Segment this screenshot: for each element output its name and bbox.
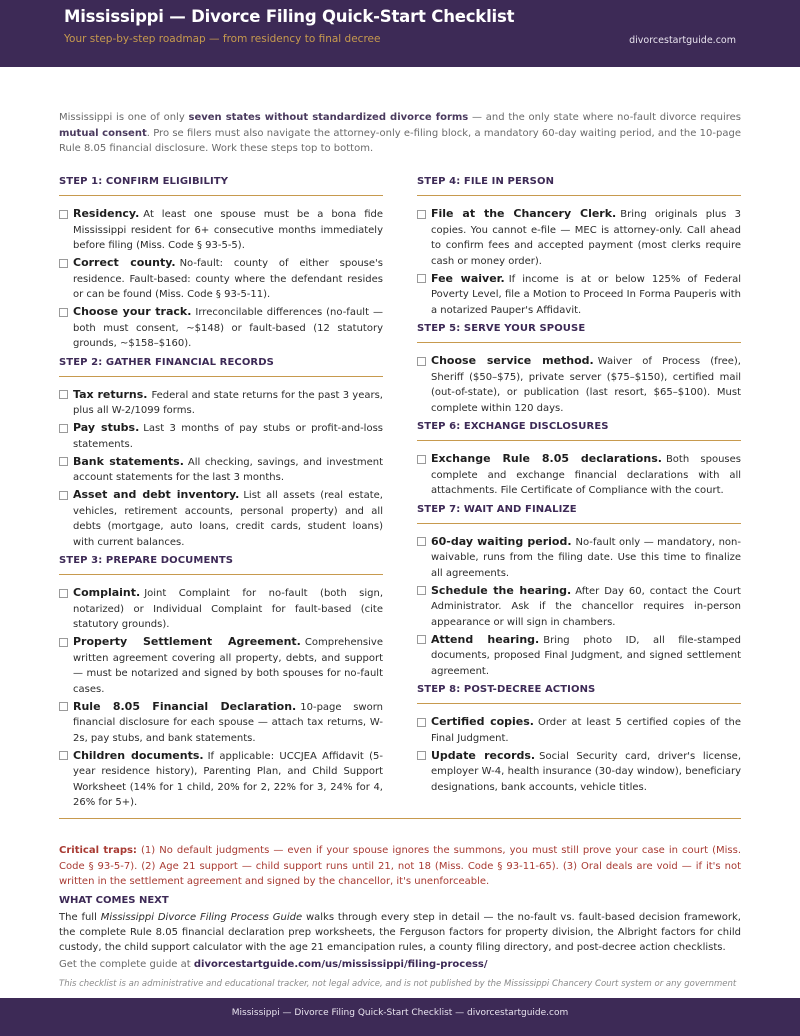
checkbox[interactable] xyxy=(59,390,68,399)
item-label: Residency. xyxy=(73,207,140,220)
step-4-section xyxy=(417,176,741,318)
item-text: Irreconcilable differences (no-fault — both must consent, ~$148) or fault-based (12 statutory grounds, ~$158–$160). xyxy=(73,307,383,349)
item-text: No-fault only — mandatory, non-waivable, runs from the filing date. Use this time to finalize all agreements. xyxy=(431,536,741,579)
item-label: Asset and debt inventory. xyxy=(73,488,240,501)
checkbox[interactable] xyxy=(417,455,426,464)
intro-text: Mississippi is one of only xyxy=(59,112,189,123)
traps-text: (1) No default judgments — even if your spouse ignores the summons, you must still prove your case in court (Miss. Code § 93-5-7). (2) Age 21 support — child support runs until 21, not 18 (Miss. Code § 93-11-65). (3) Oral deals are void — if it's not written in the settlement agreement and signed by the chancellor, it's unenforceable. xyxy=(59,845,741,887)
disclaimer: This checklist is an administrative and educational tracker, not legal advice, and is not published by the Mississippi Chancery Court system or any government xyxy=(59,979,737,989)
checkbox[interactable] xyxy=(417,586,426,595)
checkbox[interactable] xyxy=(59,638,68,647)
item-label: Tax returns. xyxy=(73,387,148,401)
step-heading: STEP 7: WAIT AND FINALIZE xyxy=(417,504,741,524)
item-label: Choose your track. xyxy=(73,305,192,318)
intro-text: . Pro se filers must also navigate the attorney-only e-filing block, a mandatory 60-day waiting period, and the 10-page Rule 8.05 financial disclosure. Work these steps top to bottom. xyxy=(59,127,741,154)
step-heading: STEP 1: CONFIRM ELIGIBILITY xyxy=(59,176,383,196)
checklist-item[interactable] xyxy=(59,634,383,697)
item-text: No-fault: county of either spouse's residence. Fault-based: county where the defendant resides or can be found (Miss. Code § 93-5-11). xyxy=(73,258,383,300)
item-label: Bank statements. xyxy=(73,454,184,468)
item-label: Rule 8.05 Financial Declaration. xyxy=(73,699,297,713)
checkbox[interactable] xyxy=(417,718,426,727)
footer-text: Mississippi — Divorce Filing Quick-Start Checklist — divorcestartguide.com xyxy=(231,1008,569,1018)
item-label: Correct county. xyxy=(73,256,176,269)
what-comes-next-text xyxy=(59,910,741,955)
item-text: List all assets (real estate, vehicles, retirement accounts, personal property) and all debts (mortgage, auto loans, credit cards, student loans) with current balances. xyxy=(73,490,383,548)
step-3-section xyxy=(59,555,383,811)
item-text: Order at least 5 certified copies of the Final Judgment. xyxy=(431,717,741,744)
step-heading: STEP 2: GATHER FINANCIAL RECORDS xyxy=(59,357,383,377)
item-label: Exchange Rule 8.05 declarations. xyxy=(431,452,662,465)
what-comes-next-heading: WHAT COMES NEXT xyxy=(59,895,169,906)
checklist-item[interactable] xyxy=(417,271,741,319)
checkbox[interactable] xyxy=(417,274,426,283)
checkbox[interactable] xyxy=(59,259,68,268)
next-text: The full xyxy=(59,912,101,923)
checklist-item[interactable] xyxy=(59,454,383,486)
item-text: Joint Complaint for no-fault (both sign, notarized) or Individual Complaint for fault-based (cite statutory grounds). xyxy=(73,588,383,630)
checkbox[interactable] xyxy=(417,751,426,760)
item-label: Attend hearing. xyxy=(431,632,540,646)
item-label: Pay stubs. xyxy=(73,421,140,434)
guide-cta xyxy=(59,959,488,970)
item-text: If income is at or below 125% of Federal Poverty Level, file a Motion to Proceed In Forma Pauperis with a notarized Pauper's Affidavit. xyxy=(431,273,741,316)
cta-text: Get the complete guide at xyxy=(59,959,194,970)
checkbox[interactable] xyxy=(417,537,426,546)
item-text: All checking, savings, and investment account statements for the last 3 months. xyxy=(73,456,383,483)
site-name: divorcestartguide.com xyxy=(629,35,736,46)
checklist-item[interactable] xyxy=(59,387,383,419)
checklist-item[interactable] xyxy=(59,748,383,811)
checkbox[interactable] xyxy=(417,210,426,219)
item-label: 60-day waiting period. xyxy=(431,534,572,548)
item-label: Choose service method. xyxy=(431,354,594,367)
checklist-item[interactable] xyxy=(417,534,741,582)
section-divider xyxy=(59,818,741,819)
item-label: File at the Chancery Clerk. xyxy=(431,207,617,220)
checklist-item[interactable] xyxy=(417,353,741,416)
item-text: Federal and state returns for the past 3 years, plus all W-2/1099 forms. xyxy=(73,389,383,416)
step-5-section xyxy=(417,323,741,416)
critical-traps xyxy=(59,843,741,890)
right-column xyxy=(417,176,741,800)
item-text: Both spouses complete and exchange financial declarations with all attachments. File Certificate of Compliance with the court. xyxy=(431,454,741,496)
checklist-item[interactable] xyxy=(59,585,383,633)
step-8-section xyxy=(417,684,741,795)
checklist-item[interactable] xyxy=(59,304,383,352)
page-subtitle: Your step-by-step roadmap — from residency to final decree xyxy=(64,33,381,45)
intro-paragraph xyxy=(59,110,741,157)
item-text: At least one spouse must be a bona fide Mississippi resident for 6+ consecutive months immediately before filing (Miss. Code § 93-5-5). xyxy=(73,209,383,251)
checklist-item[interactable] xyxy=(59,255,383,303)
page-footer xyxy=(0,998,800,1036)
item-label: Property Settlement Agreement. xyxy=(73,635,301,648)
step-heading: STEP 5: SERVE YOUR SPOUSE xyxy=(417,323,741,343)
item-label: Children documents. xyxy=(73,748,204,762)
item-label: Schedule the hearing. xyxy=(431,583,572,597)
item-text: Waiver of Process (free), Sheriff ($50–$75), private server ($75–$150), certified mail (out-of-state), or publication (last resort, $65–$100). Must complete within 120 days. xyxy=(431,356,741,414)
guide-link[interactable]: divorcestartguide.com/us/mississippi/filing-process/ xyxy=(193,959,488,970)
step-6-section xyxy=(417,421,741,499)
checklist-item[interactable] xyxy=(417,748,741,796)
checkbox[interactable] xyxy=(59,210,68,219)
checklist-item[interactable] xyxy=(417,632,741,680)
item-label: Certified copies. xyxy=(431,715,534,728)
intro-emphasis: seven states without standardized divorce forms xyxy=(188,112,469,123)
intro-text: — and the only state where no-fault divorce requires xyxy=(468,112,741,123)
page-title: Mississippi — Divorce Filing Quick-Start Checklist xyxy=(64,7,515,26)
step-1-section xyxy=(59,176,383,352)
checklist-item[interactable] xyxy=(417,206,741,269)
item-text: Social Security card, driver's license, employer W-4, health insurance (30-day window), beneficiary designations, bank accounts, vehicle titles. xyxy=(431,750,742,793)
item-text: If applicable: UCCJEA Affidavit (5-year residence history), Parenting Plan, and Child Support Worksheet (14% for 1 child, 20% for 2, 22% for 3, 24% for 4, 26% for 5+). xyxy=(73,750,383,808)
step-heading: STEP 6: EXCHANGE DISCLOSURES xyxy=(417,421,741,441)
intro-emphasis: mutual consent xyxy=(59,127,147,139)
item-text: Bring originals plus 3 copies. You cannot e-file — MEC is attorney-only. Call ahead to confirm fees and accepted payment (most clerks require cash or money order). xyxy=(431,209,741,267)
checkbox[interactable] xyxy=(59,491,68,500)
next-text: walks through every step in detail — the no-fault vs. fault-based decision framework, the complete Rule 8.05 financial declaration prep worksheets, the Ferguson factors for property division, the Albright factors for child custody, the child support calculator with the age 21 emancipation rules, a county filing directory, and post-decree action checklists. xyxy=(59,912,741,953)
item-text: Comprehensive written agreement covering all property, debts, and support — must be notarized and signed by both spouses for no-fault cases. xyxy=(73,637,383,695)
checkbox[interactable] xyxy=(59,424,68,433)
item-text: Bring photo ID, all file-stamped documents, proposed Final Judgment, and signed settlement agreement. xyxy=(431,634,741,677)
item-text: 10-page sworn financial disclosure for each spouse — attach tax returns, W-2s, pay stubs, and bank statements. xyxy=(73,701,383,744)
checkbox[interactable] xyxy=(59,702,68,711)
item-label: Update records. xyxy=(431,748,536,762)
checklist-item[interactable] xyxy=(59,206,383,254)
step-heading: STEP 3: PREPARE DOCUMENTS xyxy=(59,555,383,575)
checklist-item[interactable] xyxy=(59,487,383,550)
step-2-section xyxy=(59,357,383,551)
checkbox[interactable] xyxy=(59,589,68,598)
left-column xyxy=(59,176,383,816)
step-heading: STEP 8: POST-DECREE ACTIONS xyxy=(417,684,741,704)
checklist-item[interactable] xyxy=(59,699,383,747)
checklist-item[interactable] xyxy=(59,420,383,452)
checkbox[interactable] xyxy=(59,457,68,466)
item-label: Fee waiver. xyxy=(431,271,505,285)
item-label: Complaint. xyxy=(73,586,141,599)
checklist-item[interactable] xyxy=(417,714,741,746)
page-header xyxy=(0,0,800,67)
checkbox[interactable] xyxy=(59,308,68,317)
item-text: After Day 60, contact the Court Administrator. Ask if the chancellor requires in-person appearance or will sign in chambers. xyxy=(431,585,741,628)
checklist-item[interactable] xyxy=(417,583,741,631)
checklist-item[interactable] xyxy=(417,451,741,499)
guide-title: Mississippi Divorce Filing Process Guide xyxy=(100,912,303,923)
checkbox[interactable] xyxy=(417,635,426,644)
traps-label: Critical traps: xyxy=(59,845,137,856)
checkbox[interactable] xyxy=(59,751,68,760)
step-7-section xyxy=(417,504,741,680)
item-text: Last 3 months of pay stubs or profit-and-loss statements. xyxy=(73,423,383,450)
step-heading: STEP 4: FILE IN PERSON xyxy=(417,176,741,196)
checkbox[interactable] xyxy=(417,357,426,366)
